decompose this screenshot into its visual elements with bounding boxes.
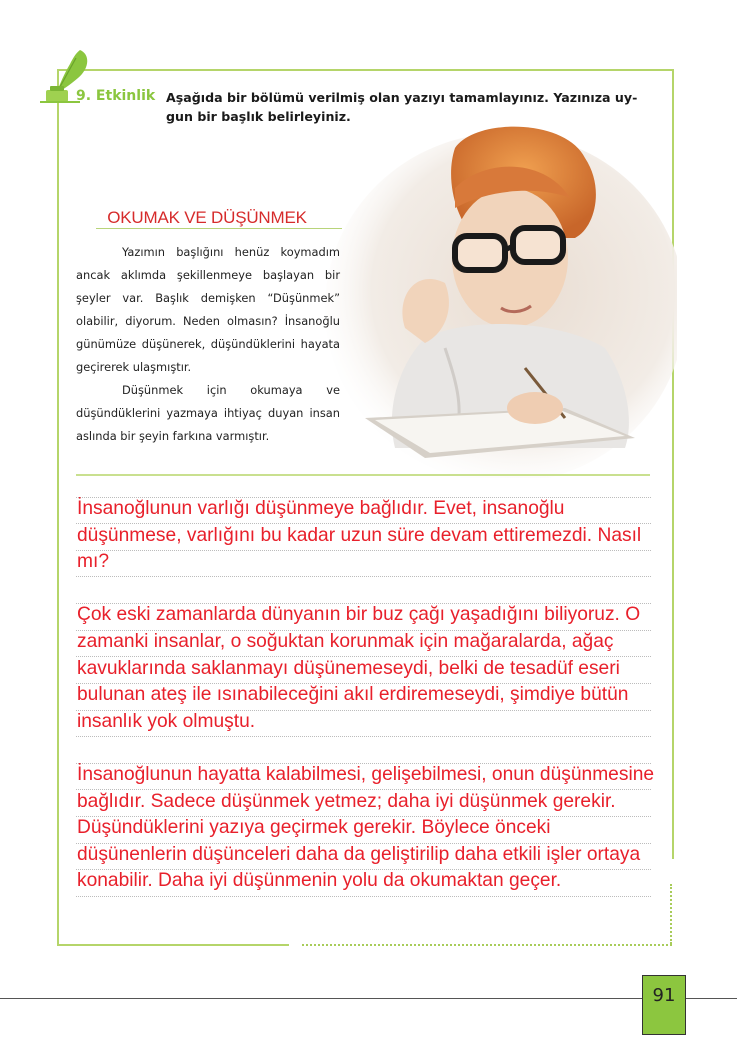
story-title: OKUMAK VE DÜŞÜNMEK [107,208,307,227]
activity-label: 9. Etkinlik [76,88,156,104]
activity-frame-bottom [57,944,289,946]
page-number: 91 [652,985,676,1006]
story-paragraph: Düşünmek için okumaya ve düşündüklerini yazmaya ihtiyaç duyan insan aslında bir şeyin farkına varmıştır. [76,383,340,443]
title-underline [96,228,342,229]
handwritten-essay [77,496,655,895]
section-separator [76,474,650,476]
activity-frame-left [57,69,59,946]
activity-instruction: Aşağıda bir bölümü verilmiş olan yazıyı tamamlayınız. Yazınıza uy-gun bir başlık belirleyiniz. [166,90,638,124]
boy-writing-illustration [305,118,677,478]
story-text [76,241,340,448]
activity-frame-top [57,69,674,71]
essay-paragraph: İnsanoğlunun varlığı düşünmeye bağlıdır. Evet, insanoğlu düşünmese, varlığını bu kadar uzun süre devam ettiremezdi. Nasıl mı? [77,498,642,573]
writing-line [76,896,651,897]
activity-frame-dotted-bottom [302,944,672,946]
footer-rule [0,998,737,999]
activity-frame-dotted-right [670,884,672,944]
essay-paragraph: Çok eski zamanlarda dünyanın bir buz çağı yaşadığını biliyoruz. O zamanki insanlar, o soğuktan korunmak için mağaralarda, ağaç kavuklarında saklanmayı düşünemeseydi, belki de tesadüf eseri bulunan ateş ile ısınabileceğini akıl erdiremeseydi, şimdiye bütün insanlık yok olmuştu. [77,604,641,732]
story-paragraph: Yazımın başlığını henüz koymadım ancak aklımda şekillenmeye başlayan bir şeyler var. Başlık demişken “Düşünmek” olabilir, diyorum. Neden olmasın? İnsanoğlu günümüze düşünerek, düşündüklerini hayata geçirerek ulaşmıştır. [76,245,340,374]
essay-paragraph: İnsanoğlunun hayatta kalabilmesi, gelişebilmesi, onun düşünmesine bağlıdır. Sadece düşünmek yetmez; daha iyi düşünmek gerekir. Düşündüklerini yazıya geçirmek gerekir. Böylece önceki düşünenlerin düşünceleri daha da geliştirilip daha etkili işler ortaya konabilir. Daha iyi düşünmenin yolu da okumaktan geçer. [77,763,655,892]
